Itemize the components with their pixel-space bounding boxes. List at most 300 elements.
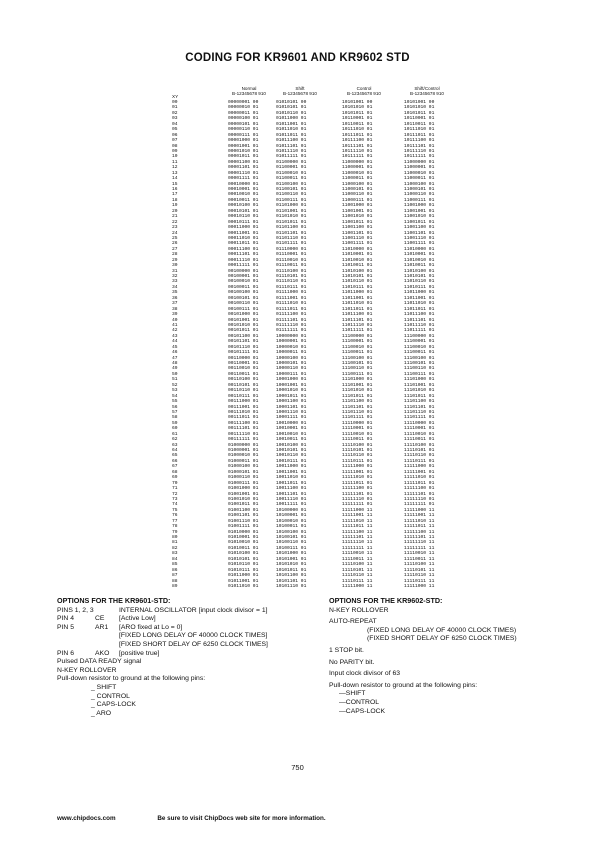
code-cell: 01001010 01	[228, 496, 259, 502]
code-cell: 11101101 01	[342, 404, 373, 410]
code-cell: 00110011 01	[228, 371, 259, 377]
code-cell: 10110011 01	[342, 121, 373, 127]
pin-desc: [positive true]	[119, 649, 160, 657]
code-cell: 11000100 01	[404, 181, 435, 187]
code-cell: 11110100 11	[404, 562, 435, 568]
table-header	[172, 86, 460, 100]
code-cell: 11111000 11	[404, 583, 435, 589]
code-cell: 00000010 01	[228, 105, 259, 111]
code-cell: 11111010 01	[404, 475, 435, 481]
code-cell: 00111110 01	[228, 431, 259, 437]
code-cell: 00010010 01	[228, 192, 259, 198]
code-cell: 11001100 01	[404, 225, 435, 231]
code-cell: 10111101 01	[404, 143, 435, 149]
code-cell: 01001101 01	[228, 513, 259, 519]
code-cell: 11000111 01	[404, 197, 435, 203]
code-cell: 11011011 01	[342, 306, 373, 312]
code-cell: 10001001 01	[276, 382, 307, 388]
code-cell: 11111110 01	[404, 496, 435, 502]
code-cell: 10111100 01	[404, 138, 435, 144]
footer-note: Be sure to visit ChipDocs web site for more information.	[157, 815, 326, 822]
code-cell: 11111100 11	[342, 529, 373, 535]
code-cell: 11011001 01	[404, 295, 435, 301]
pulldown-control: —CONTROL	[339, 698, 380, 706]
code-cell: 11110101 11	[342, 567, 373, 573]
code-cell: 10000100 01	[276, 355, 307, 361]
code-cell: 10101011 01	[404, 110, 435, 116]
row-xy-cell: 52	[172, 382, 178, 388]
code-cell: 01010001 01	[228, 535, 259, 540]
row-xy-cell: 26	[172, 241, 178, 247]
code-cell: 01011110 01	[276, 148, 307, 154]
code-cell: 11101000 01	[342, 377, 373, 383]
code-cell: 11000000 01	[404, 159, 435, 165]
code-cell: 01000011 01	[228, 458, 259, 464]
pin-code	[95, 607, 119, 616]
row-xy-cell: 15	[172, 181, 178, 187]
code-cell: 01001111 01	[228, 524, 259, 530]
row-xy-cell: 06	[172, 132, 178, 138]
row-xy-cell: 48	[172, 361, 178, 366]
code-cell: 10010110 01	[276, 453, 307, 459]
code-cell: 10111100 01	[342, 138, 373, 144]
code-cell: 11101001 01	[342, 382, 373, 388]
code-cell: 11101011 01	[404, 393, 435, 399]
code-cell: 10000101 01	[276, 361, 307, 366]
code-cell: 11100001 01	[404, 339, 435, 345]
code-cell: 01101001 01	[276, 208, 307, 214]
code-cell: 00100011 01	[228, 284, 259, 290]
code-cell: 11101011 01	[342, 393, 373, 399]
pin-code: AR1	[95, 623, 109, 631]
row-xy-cell: 10	[172, 154, 178, 160]
row-xy-cell: 01	[172, 105, 178, 111]
code-cell: 10111011 01	[342, 132, 373, 138]
row-xy-cell: 50	[172, 371, 178, 377]
footer-link[interactable]: www.chipdocs.com	[57, 815, 116, 822]
page-title: CODING FOR KR9601 AND KR9602 STD	[185, 52, 410, 64]
code-cell: 01011101 01	[276, 143, 307, 149]
code-cell: 10101010 01	[404, 105, 435, 111]
code-cell: 11001111 01	[342, 241, 373, 247]
code-cell: 11000001 01	[342, 165, 373, 171]
row-xy-cell: 60	[172, 426, 178, 432]
code-cell: 01111111 01	[276, 328, 307, 334]
code-cell: 11110110 01	[404, 453, 435, 459]
code-cell: 00110100 01	[228, 377, 259, 383]
pulldown-caps-lock: _ CAPS-LOCK	[91, 701, 136, 709]
pulldown-shift: —SHIFT	[339, 690, 366, 698]
code-cell: 10010010 01	[276, 431, 307, 437]
ar1-delay-short: [FIXED SHORT DELAY OF 6250 CLOCK TIMES]	[119, 640, 268, 648]
code-cell: 10000001 01	[276, 339, 307, 345]
code-cell: 01010000 01	[228, 529, 259, 535]
code-cell: 01111100 01	[276, 312, 307, 318]
code-cell: 01101011 01	[276, 219, 307, 225]
code-cell: 11001011 01	[342, 219, 373, 225]
code-cell: 01101110 01	[276, 235, 307, 241]
code-cell: 10011001 01	[276, 469, 307, 475]
code-cell: 10111111 01	[404, 154, 435, 160]
row-xy-cell: 76	[172, 513, 178, 519]
note-pulldown: Pull-down resistor to ground at the following pins:	[57, 675, 206, 683]
row-xy-cell: 88	[172, 578, 178, 584]
code-cell: 11100011 01	[342, 350, 373, 356]
code-cell: 00101011 01	[228, 328, 259, 334]
code-cell: 10000011 01	[276, 350, 307, 356]
code-cell: 11010100 01	[342, 268, 373, 274]
table-row	[172, 584, 460, 589]
code-cell: 10111110 01	[342, 148, 373, 154]
code-cell: 00111011 01	[228, 415, 259, 421]
code-cell: 11111000 01	[404, 464, 435, 470]
code-cell: 00011010 01	[228, 235, 259, 241]
code-cell: 11111110 01	[342, 496, 373, 502]
code-cell: 11000000 01	[342, 159, 373, 165]
code-cell: 01010111 01	[228, 567, 259, 573]
code-cell: 00110010 01	[228, 366, 259, 372]
note-pulldown: Pull-down resistor to ground at the following pins:	[329, 681, 478, 689]
code-cell: 10010100 01	[276, 442, 307, 448]
code-cell: 10001111 01	[276, 415, 307, 421]
note-clock-divisor: Input clock divisor of 63	[329, 670, 401, 678]
code-cell: 11000110 01	[404, 192, 435, 198]
code-cell: 11110000 01	[404, 420, 435, 426]
code-cell: 01010110 01	[228, 562, 259, 568]
row-xy-cell: 16	[172, 187, 178, 192]
row-xy-cell: 11	[172, 159, 178, 165]
code-cell: 00001001 01	[228, 143, 259, 149]
code-cell: 11101111 01	[342, 415, 373, 421]
code-cell: 01000010 01	[228, 453, 259, 459]
code-cell: 11100100 01	[404, 355, 435, 361]
row-xy-cell: 77	[172, 518, 178, 524]
row-xy-cell: 55	[172, 399, 178, 405]
code-cell: 10101001 01	[276, 556, 307, 562]
code-cell: 01100001 01	[276, 165, 307, 171]
code-cell: 00000101 01	[228, 121, 259, 127]
code-cell: 11100100 01	[342, 355, 373, 361]
row-xy-cell: 37	[172, 301, 178, 307]
code-cell: 11010010 01	[404, 257, 435, 263]
code-cell: 11111100 01	[404, 486, 435, 492]
code-cell: 11000111 01	[342, 197, 373, 203]
row-xy-cell: 24	[172, 230, 178, 236]
col-control-name: Control	[356, 86, 372, 91]
code-cell: 10000000 01	[276, 333, 307, 339]
code-cell: 11011000 01	[404, 290, 435, 296]
code-cell: 11111010 01	[342, 475, 373, 481]
code-cell: 11010000 01	[342, 246, 373, 252]
code-cell: 10011110 01	[276, 496, 307, 502]
row-xy-cell: 32	[172, 274, 178, 279]
code-cell: 00001000 01	[228, 138, 259, 144]
code-cell: 11101101 01	[404, 404, 435, 410]
note-pulsed: Pulsed DATA READY signal	[57, 658, 142, 666]
code-cell: 00010001 01	[228, 187, 259, 192]
code-cell: 11101010 01	[342, 388, 373, 394]
row-xy-cell: 14	[172, 176, 178, 182]
row-xy-cell: 23	[172, 225, 178, 231]
code-cell: 00000111 01	[228, 132, 259, 138]
code-cell: 01011010 01	[228, 583, 259, 589]
code-cell: 10001100 01	[276, 399, 307, 405]
code-cell: 11110110 11	[342, 573, 373, 579]
code-cell: 01110110 01	[276, 279, 307, 285]
code-cell: 11011001 01	[342, 295, 373, 301]
col-control-sub: B-12345678 910	[347, 91, 381, 96]
code-cell: 11010111 01	[342, 284, 373, 290]
code-cell: 00001101 01	[228, 165, 259, 171]
code-cell: 10100001 01	[276, 513, 307, 519]
code-cell: 11111000 11	[342, 507, 373, 513]
row-xy-cell: 28	[172, 252, 178, 258]
code-cell: 11111011 01	[404, 480, 435, 486]
row-xy-cell: 25	[172, 235, 178, 241]
code-cell: 11010000 01	[404, 246, 435, 252]
row-xy-cell: 12	[172, 165, 178, 171]
code-cell: 01001011 01	[228, 502, 259, 508]
pulldown-shift: _ SHIFT	[91, 683, 117, 691]
code-cell: 00011000 01	[228, 225, 259, 231]
row-xy-cell: 87	[172, 573, 178, 579]
col-shift-sub: B-12345678 910	[283, 91, 317, 96]
code-cell: 00100000 01	[228, 268, 259, 274]
row-xy-cell: 29	[172, 257, 178, 263]
code-cell: 10101110 01	[276, 583, 307, 589]
pin-list	[57, 607, 317, 659]
row-xy-cell: 18	[172, 197, 178, 203]
row-xy-cell: 42	[172, 328, 178, 334]
code-cell: 00101110 01	[228, 344, 259, 350]
code-cell: 10010000 01	[276, 420, 307, 426]
code-cell: 11011111 01	[342, 328, 373, 334]
row-xy-cell: 63	[172, 442, 178, 448]
note-rollover: N-KEY ROLLOVER	[329, 606, 389, 614]
code-cell: 10101001 00	[342, 100, 373, 105]
code-cell: 11110010 01	[404, 431, 435, 437]
code-cell: 00010111 01	[228, 219, 259, 225]
code-cell: 11111001 11	[342, 513, 373, 519]
code-cell: 00001010 01	[228, 148, 259, 154]
row-xy-cell: 51	[172, 377, 178, 383]
code-cell: 11110000 01	[342, 420, 373, 426]
code-cell: 01110101 01	[276, 274, 307, 279]
row-xy-cell: 69	[172, 475, 178, 481]
code-cell: 11111001 01	[342, 469, 373, 475]
code-cell: 11111101 01	[404, 491, 435, 497]
code-cell: 01101010 01	[276, 214, 307, 220]
row-xy-cell: 81	[172, 540, 178, 546]
col-normal-header	[224, 86, 274, 96]
code-cell: 00101001 01	[228, 317, 259, 323]
pin-code: CE	[95, 615, 105, 623]
row-xy-cell: 39	[172, 312, 178, 318]
row-xy-cell: 82	[172, 545, 178, 551]
code-cell: 11110101 11	[404, 567, 435, 573]
row-xy-cell: 72	[172, 491, 178, 497]
row-xy-cell: 53	[172, 388, 178, 394]
code-cell: 01010101 01	[228, 556, 259, 562]
pin-desc: [Active Low]	[119, 615, 156, 623]
row-xy-cell: 74	[172, 502, 178, 508]
code-cell: 01010010 01	[228, 540, 259, 546]
code-cell: 01011010 01	[276, 127, 307, 133]
code-cell: 11001110 01	[342, 235, 373, 241]
row-xy-cell: 70	[172, 480, 178, 486]
code-cell: 00000110 01	[228, 127, 259, 133]
code-cell: 11101010 01	[404, 388, 435, 394]
pin-desc: INTERNAL OSCILLATOR [input clock divisor = 1]	[119, 606, 268, 614]
row-xy-cell: 62	[172, 437, 178, 443]
row-xy-cell: 58	[172, 415, 178, 421]
code-cell: 01100011 01	[276, 176, 307, 182]
code-cell: 00011001 01	[228, 230, 259, 236]
code-cell: 00101010 01	[228, 322, 259, 328]
code-cell: 11110110 01	[342, 453, 373, 459]
code-cell: 10011000 01	[276, 464, 307, 470]
code-cell: 01011000 01	[276, 116, 307, 122]
pin-label: PIN 6	[57, 649, 74, 657]
code-cell: 01100100 01	[276, 181, 307, 187]
code-cell: 01011100 01	[276, 138, 307, 144]
row-xy-cell: 59	[172, 420, 178, 426]
code-cell: 00101101 01	[228, 339, 259, 345]
code-cell: 10101011 01	[342, 110, 373, 116]
code-cell: 11010101 01	[342, 274, 373, 279]
row-xy-cell: 56	[172, 404, 178, 410]
code-cell: 11000001 01	[404, 165, 435, 171]
code-cell: 10101010 01	[342, 105, 373, 111]
repeat-delay-short: (FIXED SHORT DELAY OF 6250 CLOCK TIMES)	[367, 635, 517, 643]
code-cell: 00111111 01	[228, 437, 259, 443]
code-cell: 01101000 01	[276, 203, 307, 209]
note-auto-repeat: AUTO-REPEAT	[329, 618, 377, 626]
code-cell: 00111010 01	[228, 409, 259, 415]
code-cell: 10000111 01	[276, 371, 307, 377]
code-cell: 11000101 01	[404, 187, 435, 192]
code-cell: 11110111 11	[404, 578, 435, 584]
code-cell: 10101000 01	[276, 551, 307, 557]
code-cell: 11001001 01	[342, 208, 373, 214]
code-cell: 10111111 01	[342, 154, 373, 160]
pulldown-control: _ CONTROL	[91, 692, 130, 700]
code-cell: 11101111 01	[404, 415, 435, 421]
code-cell: 11110001 01	[342, 426, 373, 432]
code-cell: 11110010 11	[342, 551, 373, 557]
code-cell: 01110100 01	[276, 268, 307, 274]
row-xy-cell: 57	[172, 409, 178, 415]
code-cell: 01101111 01	[276, 241, 307, 247]
row-xy-cell: 19	[172, 203, 178, 209]
code-cell: 11111111 01	[404, 502, 435, 508]
pin-desc: [ARO fixed at Lo = 0]	[119, 623, 183, 631]
code-cell: 10110011 01	[404, 121, 435, 127]
code-cell: 01110111 01	[276, 284, 307, 290]
code-cell: 11110011 11	[404, 556, 435, 562]
code-cell: 11000010 01	[342, 170, 373, 176]
code-cell: 10011011 01	[276, 480, 307, 486]
code-cell: 11011011 01	[404, 306, 435, 312]
code-cell: 11110110 11	[404, 573, 435, 579]
code-cell: 10110001 01	[404, 116, 435, 122]
code-cell: 10001010 01	[276, 388, 307, 394]
code-cell: 01011001 01	[276, 121, 307, 127]
ar1-delay-long: [FIXED LONG DELAY OF 40000 CLOCK TIMES]	[119, 632, 268, 640]
row-xy-cell: 67	[172, 464, 178, 470]
row-xy-cell: 85	[172, 562, 178, 568]
row-xy-cell: 49	[172, 366, 178, 372]
code-cell: 10001110 01	[276, 409, 307, 415]
row-xy-cell: 68	[172, 469, 178, 475]
code-cell: 11010001 01	[342, 252, 373, 258]
code-cell: 11111000 11	[342, 583, 373, 589]
code-cell: 01001000 01	[228, 486, 259, 492]
pin-code: AKO	[95, 649, 110, 657]
code-cell: 11001101 01	[342, 230, 373, 236]
code-cell: 11100000 01	[404, 333, 435, 339]
row-xy-cell: 61	[172, 431, 178, 437]
code-cell: 11011100 01	[342, 312, 373, 318]
code-cell: 00010100 01	[228, 203, 259, 209]
code-cell: 01111000 01	[276, 290, 307, 296]
code-cell: 11010111 01	[404, 284, 435, 290]
row-xy-cell: 65	[172, 453, 178, 459]
code-cell: 10100010 01	[276, 518, 307, 524]
pin-label: PIN 4	[57, 615, 74, 623]
code-cell: 01011011 01	[276, 132, 307, 138]
code-cell: 00111101 01	[228, 426, 259, 432]
code-cell: 11100010 01	[404, 344, 435, 350]
code-cell: 00011110 01	[228, 257, 259, 263]
code-cell: 10111101 01	[342, 143, 373, 149]
note-parity: No PARITY bit.	[329, 658, 375, 666]
code-cell: 11011110 01	[342, 322, 373, 328]
code-cell: 11100000 01	[342, 333, 373, 339]
code-cell: 00100101 01	[228, 295, 259, 301]
code-cell: 11111011 11	[342, 524, 373, 530]
code-cell: 10000010 01	[276, 344, 307, 350]
code-cell: 10111010 01	[404, 127, 435, 133]
code-cell: 11110101 01	[342, 448, 373, 453]
code-cell: 00010101 01	[228, 208, 259, 214]
code-cell: 00000001 00	[228, 100, 259, 105]
code-cell: 11011100 01	[404, 312, 435, 318]
code-cell: 11100001 01	[342, 339, 373, 345]
code-cell: 01101101 01	[276, 230, 307, 236]
code-cell: 11111001 11	[404, 513, 435, 519]
code-cell: 10011100 01	[276, 486, 307, 492]
row-xy-cell: 84	[172, 556, 178, 562]
code-cell: 01011000 01	[228, 573, 259, 579]
code-cell: 11111010 11	[404, 518, 435, 524]
row-xy-cell: 44	[172, 339, 178, 345]
code-cell: 10000110 01	[276, 366, 307, 372]
code-cell: 11100111 01	[404, 371, 435, 377]
col-shiftcontrol-name: Shift/Control	[414, 86, 440, 91]
code-cell: 11110101 01	[404, 448, 435, 453]
code-cell: 00111001 01	[228, 404, 259, 410]
row-xy-cell: 30	[172, 263, 178, 269]
code-cell: 00001100 01	[228, 159, 259, 165]
code-cell: 11101110 01	[342, 409, 373, 415]
code-cell: 11111111 11	[342, 545, 373, 551]
code-cell: 11000110 01	[342, 192, 373, 198]
code-cell: 11100101 01	[404, 361, 435, 366]
code-cell: 11001101 01	[404, 230, 435, 236]
code-cell: 01011001 01	[228, 578, 259, 584]
code-cell: 11111000 01	[342, 464, 373, 470]
